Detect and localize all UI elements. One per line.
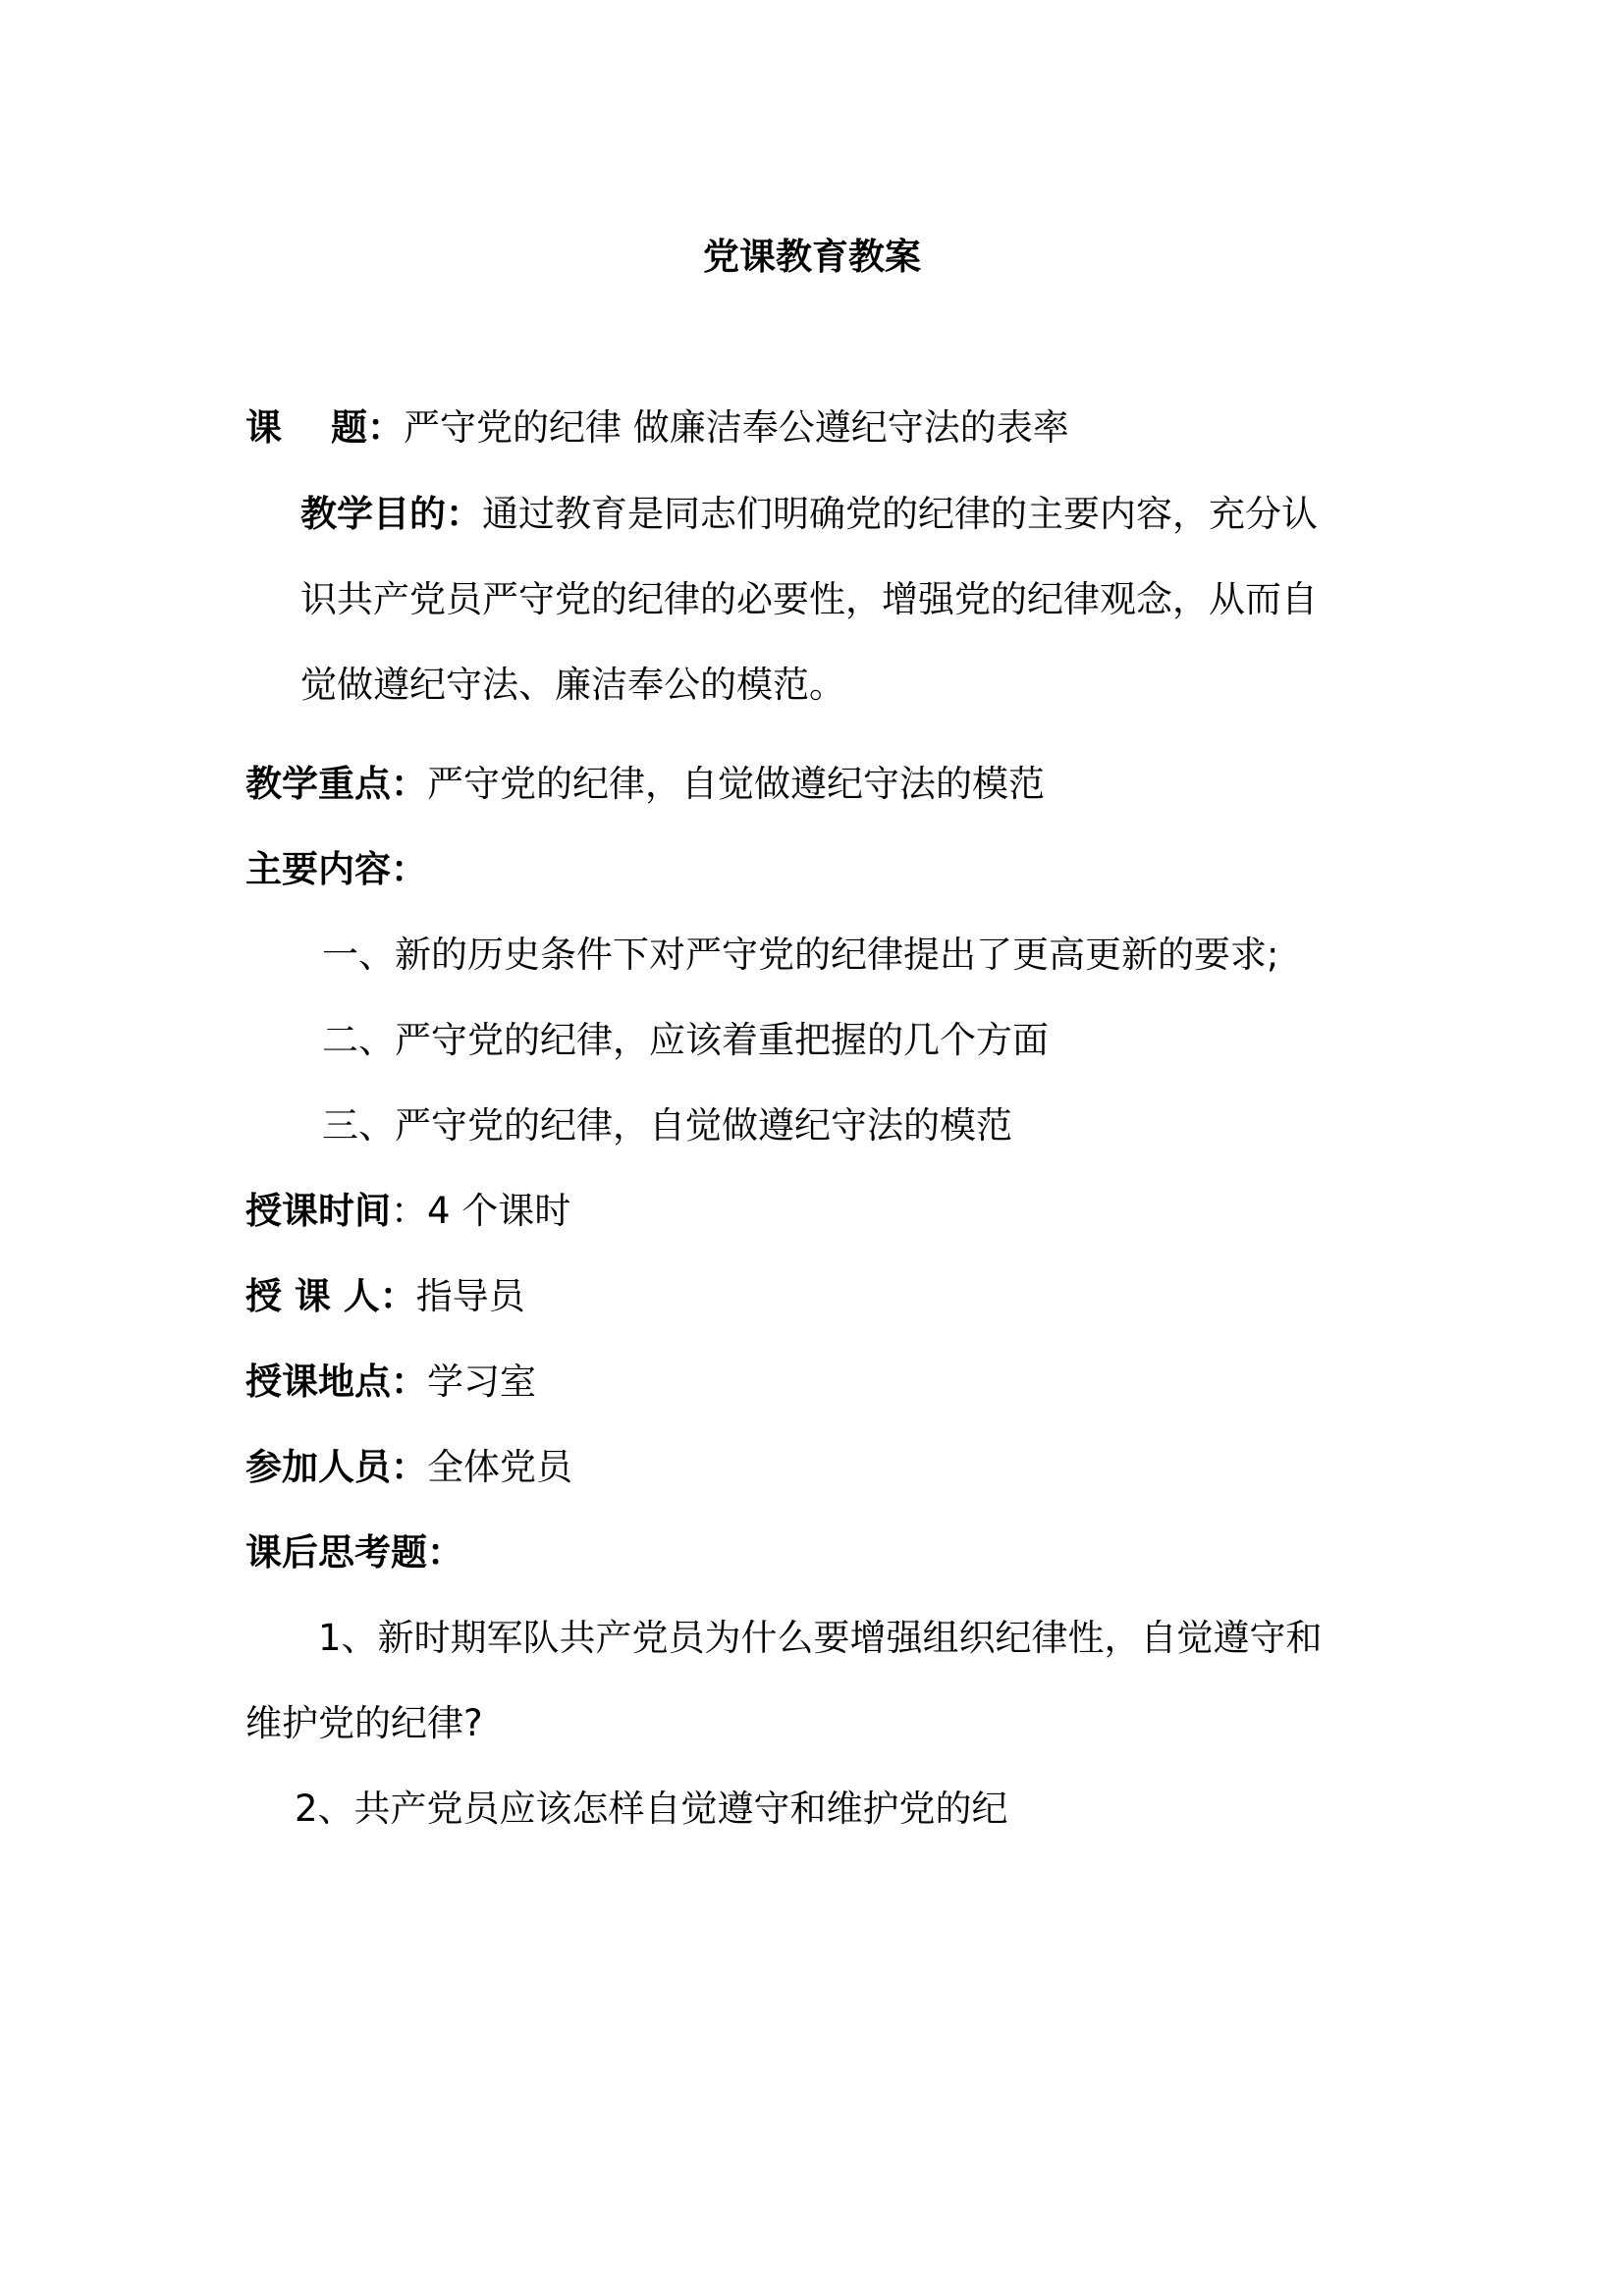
class-time-separator: ： bbox=[391, 1190, 427, 1232]
key-point-label: 教学重点： bbox=[245, 763, 427, 805]
objective-text-2: 识共产党员严守党的纪律的必要性，增强党的纪律观念，从而自 bbox=[300, 578, 1318, 620]
class-time-line bbox=[245, 1190, 570, 1233]
location-line bbox=[245, 1361, 536, 1404]
topic-line bbox=[245, 406, 1069, 450]
question-1-line-1: 1、新时期军队共产党员为什么要增强组织纪律性，自觉遵守和 bbox=[318, 1617, 1323, 1659]
class-time-value: 4 个课时 bbox=[427, 1190, 571, 1232]
key-point-value: 严守党的纪律，自觉做遵纪守法的模范 bbox=[427, 763, 1045, 805]
key-point-line bbox=[245, 763, 1045, 806]
participants-value: 全体党员 bbox=[427, 1446, 572, 1488]
location-label: 授课地点： bbox=[245, 1361, 427, 1403]
main-content-heading bbox=[245, 848, 427, 891]
main-content-item-3: 三、严守党的纪律，自觉做遵纪守法的模范 bbox=[322, 1104, 1012, 1147]
lecturer-label: 授 课 人： bbox=[245, 1275, 416, 1317]
objective-line-1 bbox=[300, 493, 1318, 536]
main-content-item-1: 一、新的历史条件下对严守党的纪律提出了更高更新的要求; bbox=[322, 934, 1279, 976]
objective-text-1: 通过教育是同志们明确党的纪律的主要内容，充分认 bbox=[482, 493, 1318, 535]
participants-label: 参加人员： bbox=[245, 1446, 427, 1488]
class-time-label: 授课时间 bbox=[245, 1190, 391, 1232]
lecturer-line bbox=[245, 1275, 525, 1318]
document-title: 党课教育教案 bbox=[703, 236, 921, 278]
main-content-label: 主要内容： bbox=[245, 848, 427, 890]
question-2: 2、共产党员应该怎样自觉遵守和维护党的纪 bbox=[295, 1788, 1008, 1830]
objective-line-3 bbox=[300, 664, 845, 707]
question-1-line-2: 维护党的纪律? bbox=[245, 1702, 483, 1744]
questions-label: 课后思考题： bbox=[245, 1531, 463, 1574]
questions-heading bbox=[245, 1531, 463, 1575]
objective-label: 教学目的： bbox=[300, 493, 482, 535]
location-value: 学习室 bbox=[427, 1361, 536, 1403]
objective-line-2 bbox=[300, 578, 1318, 621]
topic-label-part1: 课 bbox=[245, 406, 282, 449]
lecturer-value: 指导员 bbox=[415, 1275, 525, 1317]
objective-text-3: 觉做遵纪守法、廉洁奉公的模范。 bbox=[300, 664, 845, 706]
main-content-item-2: 二、严守党的纪律，应该着重把握的几个方面 bbox=[322, 1019, 1049, 1061]
participants-line bbox=[245, 1446, 572, 1489]
topic-value: 严守党的纪律 做廉洁奉公遵纪守法的表率 bbox=[404, 406, 1069, 449]
topic-label-part2: 题： bbox=[331, 406, 404, 449]
